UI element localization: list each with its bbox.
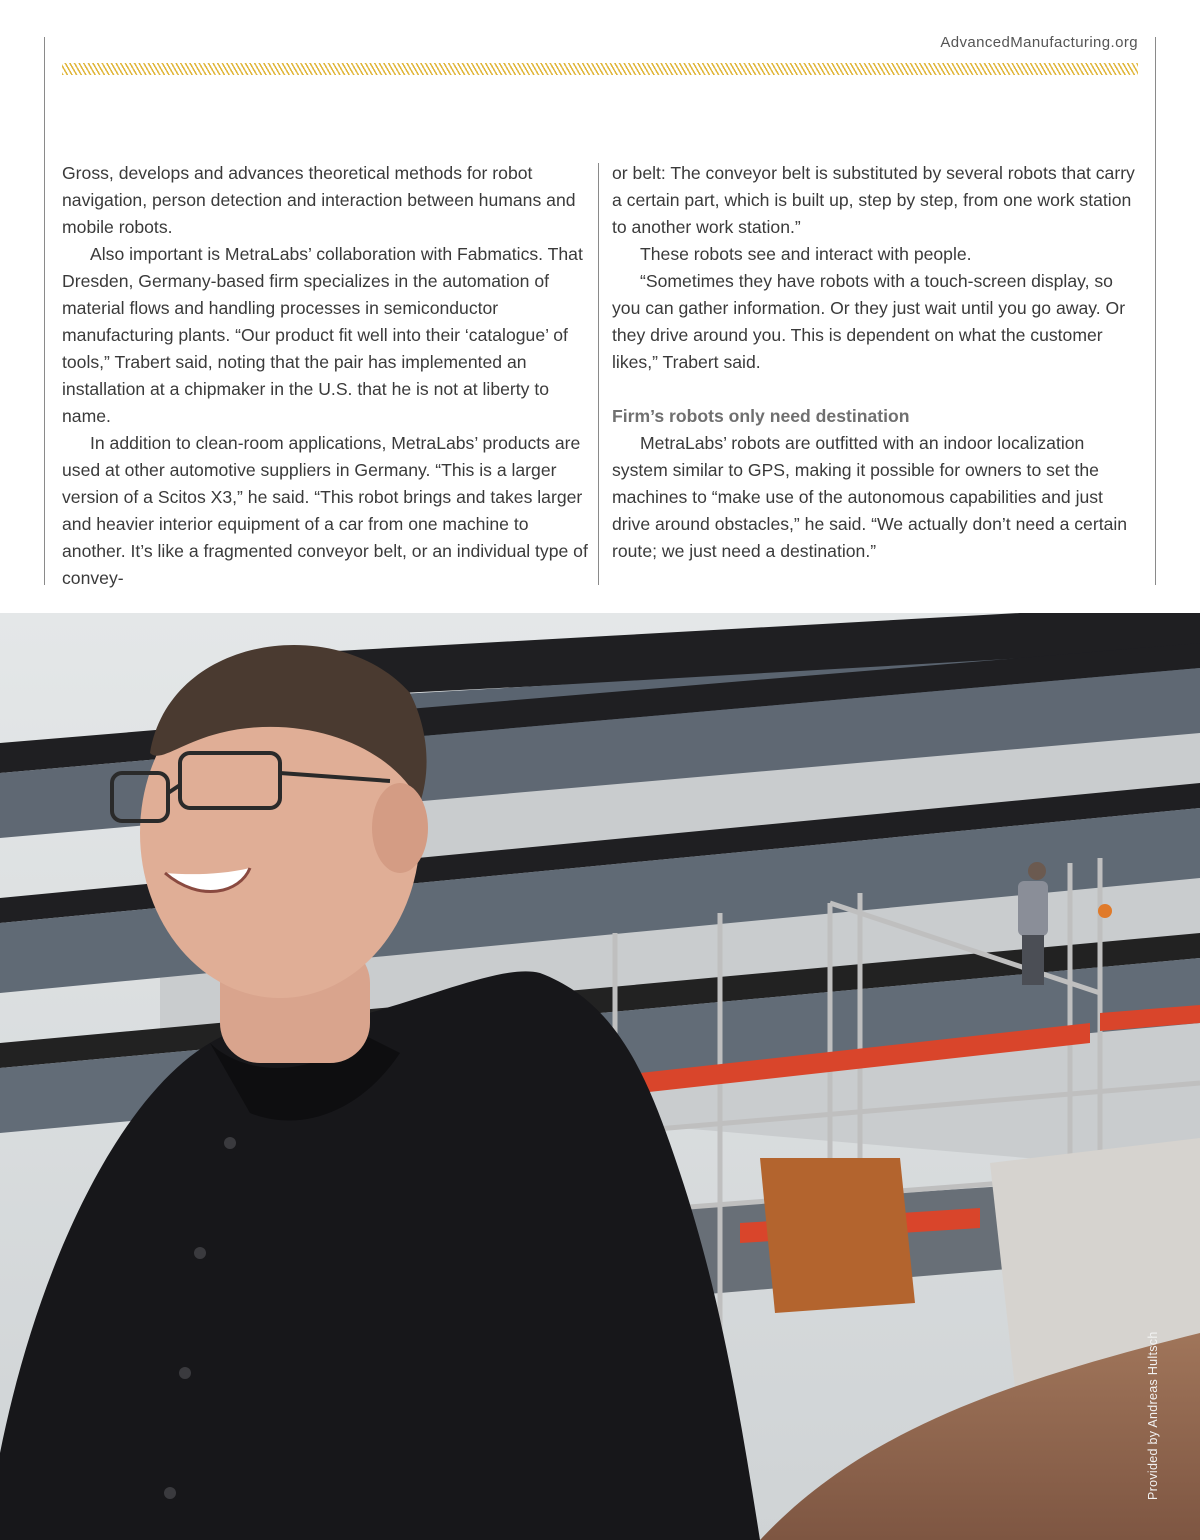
site-url: AdvancedManufacturing.org bbox=[940, 34, 1138, 51]
paragraph: MetraLabs’ robots are outfitted with an indoor localization system similar to GPS, making it possible for owners to set the machines to “make use of the autonomous capabilities and just drive around obstacles,” he said. “We actually don’t need a certain route; we just need a destination.” bbox=[612, 433, 1128, 561]
portrait-photo-illustration bbox=[0, 613, 1200, 1540]
article-column-left bbox=[62, 160, 588, 592]
article-column-right bbox=[612, 160, 1140, 565]
paragraph: In addition to clean-room applications, MetraLabs’ products are used at other automotive suppliers in Germany. “This is a larger version of a Scitos X3,” he said. “This robot brings and takes larger and heavier interior equipment of a car from one machine to another. It’s like a fragmented conveyor belt, or an individual type of convey- bbox=[62, 433, 588, 588]
photo-credit: Provided by Andreas Hultsch bbox=[1146, 1331, 1160, 1500]
paragraph: These robots see and interact with people. bbox=[640, 244, 972, 264]
column-divider bbox=[598, 163, 599, 585]
article-photo bbox=[0, 613, 1200, 1540]
paragraph: Gross, develops and advances theoretical methods for robot navigation, person detection and interaction between humans and mobile robots. bbox=[62, 163, 576, 237]
decorative-hatch-band bbox=[62, 63, 1138, 75]
section-subhead: Firm’s robots only need destination bbox=[612, 406, 910, 426]
paragraph: or belt: The conveyor belt is substituted by several robots that carry a certain part, which is built up, step by step, from one work station to another work station.” bbox=[612, 163, 1135, 237]
paragraph: Also important is MetraLabs’ collaboration with Fabmatics. That Dresden, Germany-based firm specializes in the automation of material flows and handling processes in semiconductor manufacturing plants. “Our product fit well into their ‘catalogue’ of tools,” Trabert said, noting that the pair has implemented an installation at a chipmaker in the U.S. that he is not at liberty to name. bbox=[62, 244, 583, 426]
paragraph: “Sometimes they have robots with a touch-screen display, so you can gather information. Or they just wait until you go away. Or they drive around you. This is dependent on what the customer likes,” Trabert said. bbox=[612, 271, 1126, 372]
right-margin-rule bbox=[1155, 37, 1156, 585]
left-margin-rule bbox=[44, 37, 45, 585]
